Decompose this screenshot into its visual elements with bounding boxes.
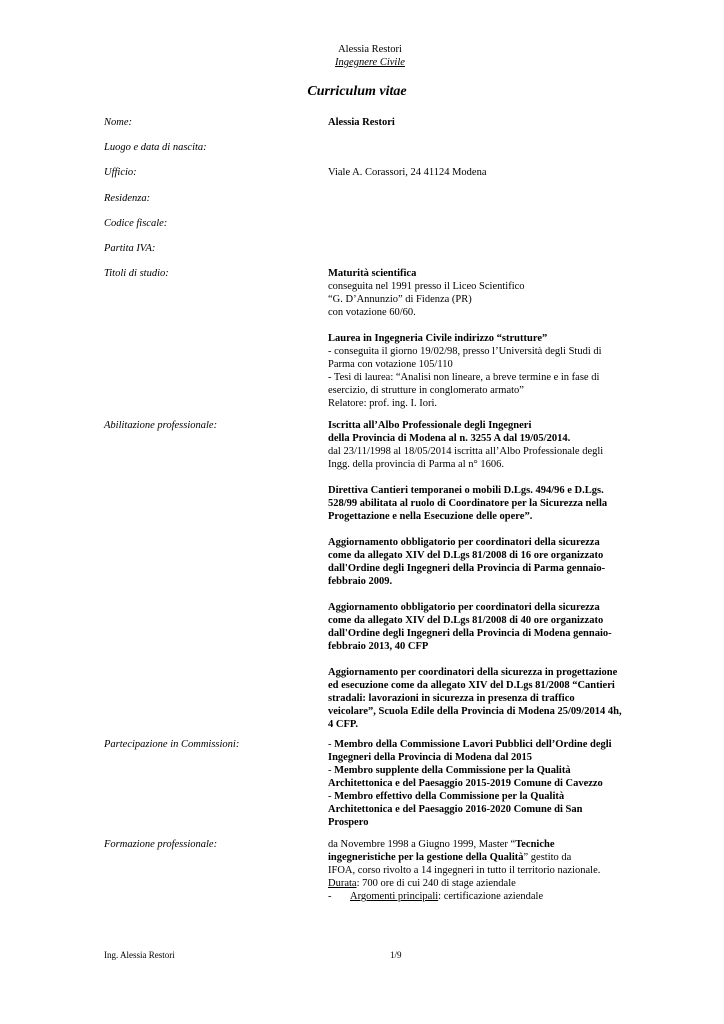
label-nome: Nome:	[104, 117, 132, 128]
header-name: Alessia Restori	[338, 44, 402, 55]
laurea-title: Laurea in Ingegneria Civile indirizzo “strutture”	[328, 333, 548, 344]
aggiornamento-1-line: Aggiornamento obbligatorio per coordinatori della sicurezza	[328, 537, 600, 548]
durata-line: Durata: 700 ore di cui 240 di stage aziendale	[328, 878, 516, 889]
maturita-line: con votazione 60/60.	[328, 307, 416, 318]
commissione-line: Architettonica e del Paesaggio 2015-2019 Comune di Cavezzo	[328, 778, 603, 789]
aggiornamento-3-line: stradali: lavorazioni in sicurezza in presenza di traffico	[328, 693, 575, 704]
aggiornamento-3-line: veicolare”, Scuola Edile della Provincia di Modena 25/09/2014 4h,	[328, 706, 622, 717]
commissione-line: Architettonica e del Paesaggio 2016-2020 Comune di San	[328, 804, 583, 815]
laurea-line: - Tesi di laurea: “Analisi non lineare, a breve termine e in fase di	[328, 372, 600, 383]
aggiornamento-2-line: dall'Ordine degli Ingegneri della Provincia di Modena gennaio-	[328, 628, 612, 639]
laurea-line: esercizio, di strutture in conglomerato armato”	[328, 385, 524, 396]
label-luogo: Luogo e data di nascita:	[104, 142, 207, 153]
aggiornamento-2-line: come da allegato XIV del D.Lgs 81/2008 di 40 ore organizzato	[328, 615, 604, 626]
iscrizione-line: della Provincia di Modena al n. 3255 A dal 19/05/2014.	[328, 433, 571, 444]
laurea-line: Relatore: prof. ing. I. Iori.	[328, 398, 438, 409]
formazione-line: ingegneristiche per la gestione della Qualità” gestito da	[328, 852, 572, 863]
label-ufficio: Ufficio:	[104, 167, 137, 178]
label-codice-fiscale: Codice fiscale:	[104, 218, 168, 229]
label-titoli: Titoli di studio:	[104, 268, 169, 279]
aggiornamento-1-line: come da allegato XIV del D.Lgs 81/2008 di 16 ore organizzato	[328, 550, 604, 561]
value-ufficio: Viale A. Corassori, 24 41124 Modena	[328, 167, 487, 178]
commissioni-content	[328, 738, 638, 829]
label-formazione: Formazione professionale:	[104, 839, 218, 850]
commissione-line: Ingegneri della Provincia di Modena dal 2015	[328, 752, 532, 763]
aggiornamento-2-line: febbraio 2013, 40 CFP	[328, 641, 429, 652]
footer-page-number: 1/9	[390, 950, 402, 960]
titoli-content	[328, 267, 628, 410]
maturita-line: conseguita nel 1991 presso il Liceo Scientifico	[328, 281, 525, 292]
aggiornamento-2-line: Aggiornamento obbligatorio per coordinatori della sicurezza	[328, 602, 600, 613]
iscrizione-line: dal 23/11/1998 al 18/05/2014 iscritta all’Albo Professionale degli	[328, 446, 604, 457]
label-partita-iva: Partita IVA:	[104, 243, 156, 254]
iscrizione-line: Ingg. della provincia di Parma al n° 1606.	[328, 459, 504, 470]
aggiornamento-3-line: ed esecuzione come da allegato XIV del D.Lgs 81/2008 “Cantieri	[328, 680, 615, 691]
iscrizione-line: Iscritta all’Albo Professionale degli Ingegneri	[328, 420, 532, 431]
argomenti-line: - Argomenti principali: certificazione aziendale	[328, 891, 544, 902]
footer-author: Ing. Alessia Restori	[104, 950, 175, 960]
commissione-item: - Membro della Commissione Lavori Pubblici dell’Ordine degli	[328, 739, 612, 750]
label-abilitazione: Abilitazione professionale:	[104, 420, 218, 431]
header-subtitle: Ingegnere Civile	[335, 57, 405, 68]
formazione-line: IFOA, corso rivolto a 14 ingegneri in tutto il territorio nazionale.	[328, 865, 601, 876]
label-residenza: Residenza:	[104, 193, 151, 204]
document-title: Curriculum vitae	[307, 84, 407, 99]
aggiornamento-3-line: Aggiornamento per coordinatori della sicurezza in progettazione	[328, 667, 618, 678]
maturita-line: “G. D’Annunzio” di Fidenza (PR)	[328, 294, 472, 305]
formazione-content	[328, 838, 638, 903]
aggiornamento-1-line: febbraio 2009.	[328, 576, 393, 587]
value-nome: Alessia Restori	[328, 117, 395, 128]
laurea-line: - conseguita il giorno 19/02/98, presso l’Università degli Studi di	[328, 346, 602, 357]
commissione-item: - Membro effettivo della Commissione per la Qualità	[328, 791, 565, 802]
direttiva-line: Progettazione e nella Esecuzione delle opere”.	[328, 511, 533, 522]
direttiva-line: Direttiva Cantieri temporanei o mobili D.Lgs. 494/96 e D.Lgs.	[328, 485, 604, 496]
direttiva-line: 528/99 abilitata al ruolo di Coordinatore per la Sicurezza nella	[328, 498, 608, 509]
commissione-item: - Membro supplente della Commissione per la Qualità	[328, 765, 571, 776]
maturita-title: Maturità scientifica	[328, 268, 417, 279]
abilitazione-content	[328, 419, 638, 731]
formazione-line: da Novembre 1998 a Giugno 1999, Master “Tecniche	[328, 839, 555, 850]
aggiornamento-3-line: 4 CFP.	[328, 719, 358, 730]
label-commissioni: Partecipazione in Commissioni:	[104, 739, 240, 750]
commissione-line: Prospero	[328, 817, 369, 828]
aggiornamento-1-line: dall'Ordine degli Ingegneri della Provincia di Parma gennaio-	[328, 563, 606, 574]
laurea-line: Parma con votazione 105/110	[328, 359, 453, 370]
